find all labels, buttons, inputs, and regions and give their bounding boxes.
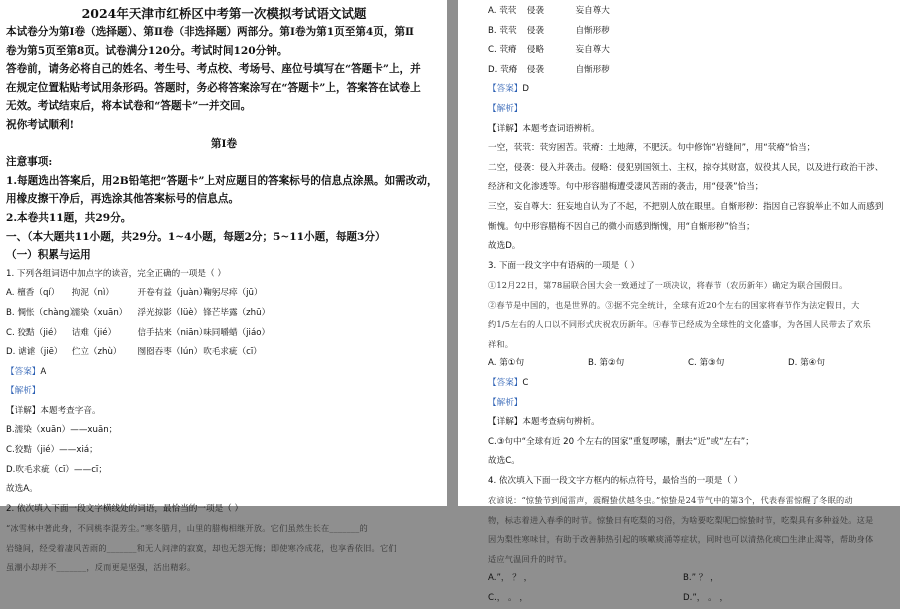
instruction-line: 答卷前，请务必将自己的姓名、考生号、考点校、考场号、座位号填写在“答题卡”上，并	[6, 63, 421, 76]
option-part: 妄自尊大	[575, 45, 610, 56]
exam-title: 2024年天津市红桥区中考第一次模拟考试语文试题	[81, 6, 367, 21]
explanation-line: 三空，妄自尊大：狂妄地自认为了不起，不把别人放在眼里。自惭形秽：指因自己容貌举止不如人而感到	[488, 201, 884, 212]
subpart-heading: （一）积累与运用	[6, 249, 91, 262]
question-1: 1. 下列各组词语中加点字的读音，完全正确的一项是（ ）	[6, 268, 226, 279]
question-3: 3. 下面一段文字中有语病的一项是（ ）	[488, 260, 640, 271]
q1-option-d	[6, 343, 442, 363]
question-2: 2. 依次填入下面一段文字横线处的词语，最恰当的一项是（ ）	[6, 503, 244, 514]
q3-option-c: C. 第③句	[688, 358, 725, 369]
option-part: 侵袭	[526, 25, 544, 36]
passage-line: ①12月22日，第78届联合国大会一致通过了一项决议，将春节（农历新年）确定为联合国假日。	[488, 280, 848, 291]
q4-option-a: A.”， ？ ，	[488, 573, 533, 584]
note-line: 1.每题选出答案后，用2B铅笔把“答题卡”上对应题目的答案标号的信息点涂黑。如需改动，	[6, 174, 438, 187]
instruction-line: 无效。考试结束后，将本试卷和“答题卡”一并交回。	[6, 100, 252, 113]
left-page	[0, 0, 447, 573]
answer-value: D	[522, 84, 530, 95]
explanation-line: 一空，茕茕：茕穷困苦。茕瘠：土地薄，不肥沃。句中修饰“岩缝间”，用“茕瘠”恰当；	[488, 143, 816, 154]
passage-line: 因为梨性寒味甘，有助于改善肺热引起的咳嗽痰涌等症状，同时也可以清热化痰□生津止渴等，帮助身体	[488, 534, 874, 545]
fix-line: B.濡染（xuān）——xuān；	[6, 425, 118, 436]
explanation-line: 惭愧。句中形容腊梅不因自己的微小而感到惭愧，用“自惭形秽”恰当；	[488, 221, 755, 232]
option-part: 自惭形秽	[575, 25, 610, 36]
notes-title: 注意事项:	[6, 156, 53, 169]
q1-option-c	[6, 324, 442, 344]
answer-value: C	[522, 377, 529, 388]
instructions	[6, 23, 442, 135]
q2-options	[488, 2, 894, 80]
passage-line: 约1/5左右的人口以不同形式庆祝农历新年。④春节已经成为全球性的文化盛事，为各国人民带去了欢乐	[488, 319, 871, 330]
option-part: 侵略	[526, 45, 544, 56]
answer-2	[488, 80, 894, 100]
answer-label: 【答案】	[488, 84, 523, 95]
q4-option-d: D.”， 。 ，	[683, 593, 729, 604]
option-part: 伫立（zhù）	[71, 347, 122, 358]
q3-option-a: A. 第①句	[488, 358, 525, 369]
q2-option-c	[488, 41, 894, 61]
explanation-line: C.③句中“全球有近 20 个左右的国家”重复啰嗦，删去“近”或“左右”；	[488, 436, 754, 447]
analysis-label: 【解析】	[6, 386, 41, 397]
option-part: 锋芒毕露（zhū）	[203, 307, 271, 318]
option-part: 味同嚼蜡（jiáo）	[203, 327, 271, 338]
q2-option-b	[488, 22, 894, 42]
q2-option-a	[488, 2, 894, 22]
passage-line: 祥和。	[488, 338, 514, 349]
option-part: D. 谑谑（jiē）	[6, 347, 63, 358]
option-part: 开卷有益（juàn）	[137, 288, 208, 299]
fix-line: D.吹毛求疵（cī）——cī；	[6, 464, 107, 475]
note-line: 2.本卷共11题，共29分。	[6, 211, 132, 224]
option-part: 侵袭	[526, 64, 544, 75]
passage-line: ②春节是中国的，也是世界的。③据不完全统计，全球有近20个左右的国家将春节作为法定假日，大	[488, 299, 860, 310]
explanation-line: 二空，侵袭：侵入并袭击。侵略：侵犯别国领土、主权，掠夺其财富，奴役其人民，以及进行政治干涉、	[488, 162, 884, 173]
instruction-line: 卷为第5页至第8页。试卷满分120分。考试时间120分钟。	[6, 44, 288, 57]
right-page	[458, 0, 900, 604]
option-part: D. 茕瘠	[488, 64, 518, 75]
option-part: B. 茕茕	[488, 25, 517, 36]
option-part: 囫囵吞枣（lún）	[137, 347, 203, 358]
option-part: 濡染（xuān）	[71, 307, 128, 318]
option-part: 拘泥（nì）	[71, 288, 114, 299]
q1-options	[6, 284, 442, 362]
question-4: 4. 依次填入下面一段文字方框内的标点符号，最恰当的一项是（ ）	[488, 475, 743, 486]
passage-line: 岩缝间，经受着凄风苦雨的_______和无人问津的寂寞，却也无怨无悔；即使寒冷成花，也享香依旧。它们	[6, 542, 397, 553]
option-part: C. 狡黠（jié）	[6, 327, 62, 338]
passage-line: 虽潮小却并不_______，反而更是坚强，活出精彩。	[6, 562, 196, 573]
passage-line: “冰雪林中著此身，不同桃李混芳尘。”寒冬腊月，山里的腊梅相继开放。它们虽然生长在_______的	[6, 523, 368, 534]
passage-line: 适应气温回升的时节。	[488, 553, 572, 564]
fix-line: C.狡黠（jié）——xiá；	[6, 445, 98, 456]
answer-value: A	[40, 366, 47, 377]
option-part: B. 惆怅（chàng）	[6, 307, 79, 318]
option-part: 侵袭	[526, 6, 544, 16]
answer-1	[6, 363, 442, 383]
q3-options	[488, 354, 894, 374]
explanation-line: 经济和文化渗透等。句中形容腊梅遭受凄风苦雨的袭击，用“侵袭”恰当；	[488, 182, 764, 193]
passage-line: 农谚说：“惊蛰节到闻雷声，震醒蛰伏越冬虫。”惊蛰是24节气中的第3个，代表春雷惊醒了冬眠的动	[488, 495, 853, 506]
option-part: A. 茕茕	[488, 6, 517, 16]
passage-line: 物，标志着进入春季的时节。惊蛰日有吃梨的习俗，为啥要吃梨呢□惊蛰时节，吃梨具有多种益处。这是	[488, 514, 874, 525]
good-luck-line: 祝你考试顺利!	[6, 118, 75, 131]
option-part: 浮光掠影（lüè）	[137, 307, 203, 318]
section-title: 第Ⅰ卷	[210, 137, 238, 150]
instruction-line: 在规定位置粘贴考试用条形码。答题时，务必将答案涂写在“答题卡”上，答案答在试卷上	[6, 81, 421, 94]
option-part: C. 茕瘠	[488, 45, 517, 56]
conclusion-3: 故选C。	[488, 456, 520, 467]
option-part: A. 檀香（qí）	[6, 288, 60, 299]
detail-3: 【详解】本题考查病句辨析。	[488, 417, 600, 428]
option-part: 自惭形秽	[575, 64, 610, 75]
option-part: 妄自尊大	[575, 6, 610, 16]
answer-label: 【答案】	[6, 366, 41, 377]
q4-options-row	[488, 569, 894, 589]
note-line: 用橡皮擦干净后，再选涂其他答案标号的信息点。	[6, 193, 240, 206]
conclusion-1: 故选A。	[6, 484, 38, 495]
q3-option-b: B. 第②句	[588, 358, 625, 369]
option-part: 信手拈来（niān）	[137, 327, 208, 338]
q2-option-d	[488, 61, 894, 81]
option-part: 鞠躬尽瘁（jū）	[203, 288, 263, 299]
conclusion-2: 故选D。	[488, 241, 521, 252]
analysis-label: 【解析】	[488, 103, 523, 114]
q4-options-row	[488, 589, 894, 609]
detail-1: 【详解】本题考查字音。	[6, 405, 101, 416]
answer-label: 【答案】	[488, 377, 523, 388]
analysis-label: 【解析】	[488, 397, 523, 408]
answer-3	[488, 374, 894, 394]
q1-option-b	[6, 304, 442, 324]
q4-option-c: C.， 。 ，	[488, 593, 528, 604]
q3-option-d: D. 第④句	[788, 358, 825, 369]
detail-2: 【详解】本题考查词语辨析。	[488, 123, 600, 134]
q4-option-b: B.” ？ ，	[683, 573, 719, 584]
q1-option-a	[6, 284, 442, 304]
option-part: 吹毛求疵（cī）	[203, 347, 262, 358]
page-gap	[447, 0, 458, 506]
part-heading: 一、（本大题共11小题，共29分。1~4小题，每题2分；5~11小题，每题3分）	[6, 230, 386, 243]
instruction-line: 本试卷分为第Ⅰ卷（选择题）、第Ⅱ卷（非选择题）两部分。第Ⅰ卷为第1页至第4页，第Ⅱ	[6, 26, 414, 38]
option-part: 诘难（jié）	[71, 327, 117, 338]
